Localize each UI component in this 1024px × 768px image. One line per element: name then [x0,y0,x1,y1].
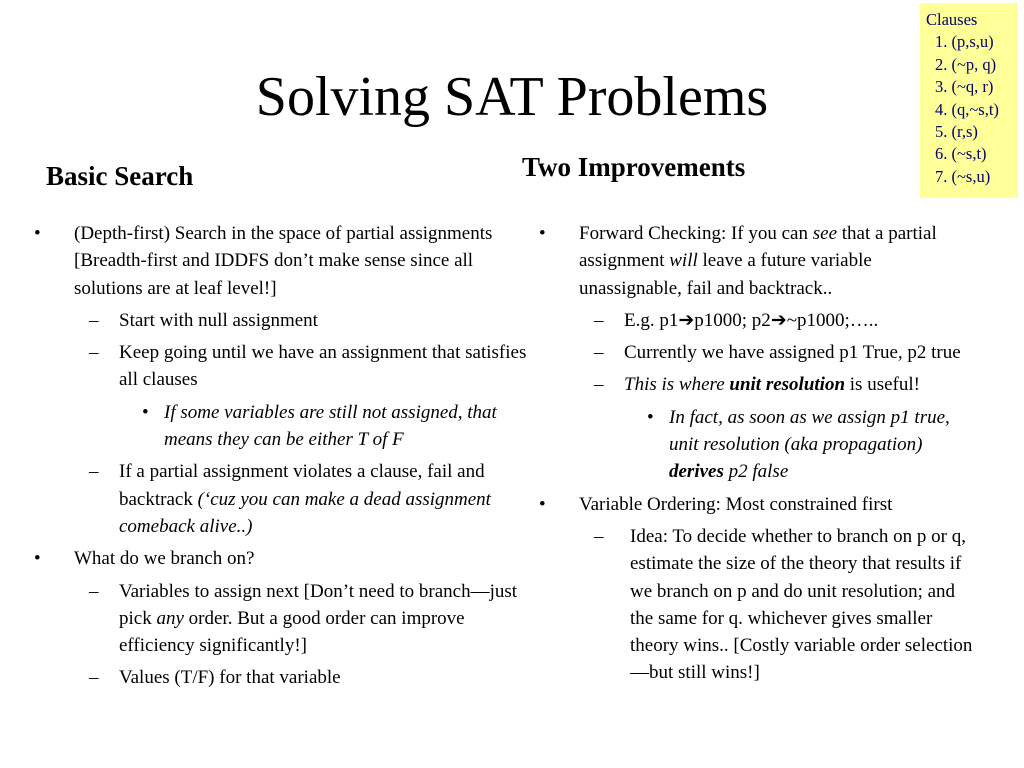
sub-bullet-item [535,339,975,366]
dash-marker: – [594,342,604,364]
dash-marker: – [89,667,99,689]
sub-bullet-text: Variables to assign next [Don’t need to branch—just pick [119,580,518,629]
slide-title: Solving SAT Problems [255,66,769,128]
clause-item: 4. (q,~s,t) [935,99,999,119]
derives-term: derives [669,461,724,483]
two-improvements-column [535,220,975,692]
dash-marker: – [89,461,99,483]
sub-bullet-item [30,307,530,334]
clause-item: 5. (r,s) [935,122,978,142]
basic-search-column [30,220,530,697]
bullet-text: What do we branch on? [74,548,255,570]
clause-item: 2. (~p, q) [935,54,997,74]
sub-sub-bullet-text: p2 false [723,461,789,483]
clause-item: 7. (~s,u) [935,166,991,186]
sub-bullet-bold-text [729,374,845,395]
sub-bullet-item [535,307,975,334]
bullet-item [30,220,530,302]
dash-marker: – [594,525,604,547]
bullet-text: (Depth-first) Search in the space of partial assignments [Breadth-first and IDDFS don’t make sense since all solutions are at leaf level!] [74,223,493,299]
sub-bullet-item [30,458,530,540]
sub-sub-bullet-text: In fact, as soon as we assign p1 true, unit resolution (aka propagation) [669,406,950,456]
clauses-heading: Clauses [926,10,978,29]
dash-marker: – [594,374,604,396]
sub-sub-bullet-bold-text [669,461,724,482]
sub-bullet-text: Keep going until we have an assignment that satisfies all clauses [119,342,527,391]
sub-bullet-text: If a partial assignment violates a clause, fail and backtrack [119,461,485,510]
sub-sub-bullet-item [30,399,530,454]
sub-bullet-item [535,523,975,687]
arrow-icon: ➔ [770,309,787,331]
sub-bullet-item [535,371,975,398]
sub-bullet-text: ~p1000;….. [786,309,879,331]
sub-bullet-italic-text: any [156,607,184,629]
bullet-marker: • [34,548,41,570]
bullet-item [535,220,975,302]
bullet-text: Variable Ordering: Most constrained first [579,493,893,515]
bullet-text: leave a future variable unassignable, fail and backtrack.. [579,250,872,299]
dash-marker: – [89,342,99,364]
sub-bullet-italic-text: (‘cuz you can make a dead assignment comeback alive..) [119,488,491,537]
sub-sub-bullet-item [535,404,975,486]
sub-bullet-text: p1000; p2 [694,309,771,331]
bullet-item [30,545,530,572]
bullet-text: Forward Checking: If you can [579,223,813,244]
sub-bullet-item [30,339,530,394]
two-improvements-heading: Two Improvements [522,152,746,182]
basic-search-heading: Basic Search [46,161,194,191]
sub-bullet-text: is useful! [845,374,920,396]
sub-bullet-item [30,664,530,691]
unit-resolution-term: unit resolution [729,374,846,396]
clause-item: 1. (p,s,u) [935,32,994,52]
sub-bullet-italic-text: This is where [624,374,730,396]
clause-item: 6. (~s,t) [935,144,987,164]
bullet-marker: • [34,223,41,244]
clauses-box [920,3,1018,198]
dash-marker: – [594,309,604,331]
bullet-marker: • [142,401,149,423]
bullet-text: that a partial assignment [579,223,937,272]
clause-item: 3. (~q, r) [935,77,994,97]
dash-marker: – [89,580,99,602]
bullet-italic-text: see [812,223,838,244]
sub-bullet-text: Values (T/F) for that variable [119,667,341,689]
bullet-marker: • [539,493,546,515]
bullet-italic-text: will [669,250,698,272]
sub-bullet-item [30,578,530,660]
sub-bullet-text: Idea: To decide whether to branch on p or q, estimate the size of the theory that results if we branch on p and do unit resolution; and the same for q. whichever gives smaller theory wins.. [Costly variable order selection—but still wins!] [630,525,973,684]
dash-marker: – [89,309,99,331]
sub-bullet-text: Start with null assignment [119,309,318,331]
bullet-item [535,491,975,518]
bullet-marker: • [647,406,654,428]
sub-bullet-text: Currently we have assigned p1 True, p2 true [624,342,961,364]
sub-sub-bullet-text: If some variables are still not assigned, that means they can be either T of F [164,401,497,451]
sub-bullet-text: order. But a good order can improve efficiency significantly!] [119,607,465,657]
sub-bullet-text: E.g. p1 [624,309,679,331]
bullet-marker: • [539,223,546,244]
arrow-icon: ➔ [678,309,695,331]
